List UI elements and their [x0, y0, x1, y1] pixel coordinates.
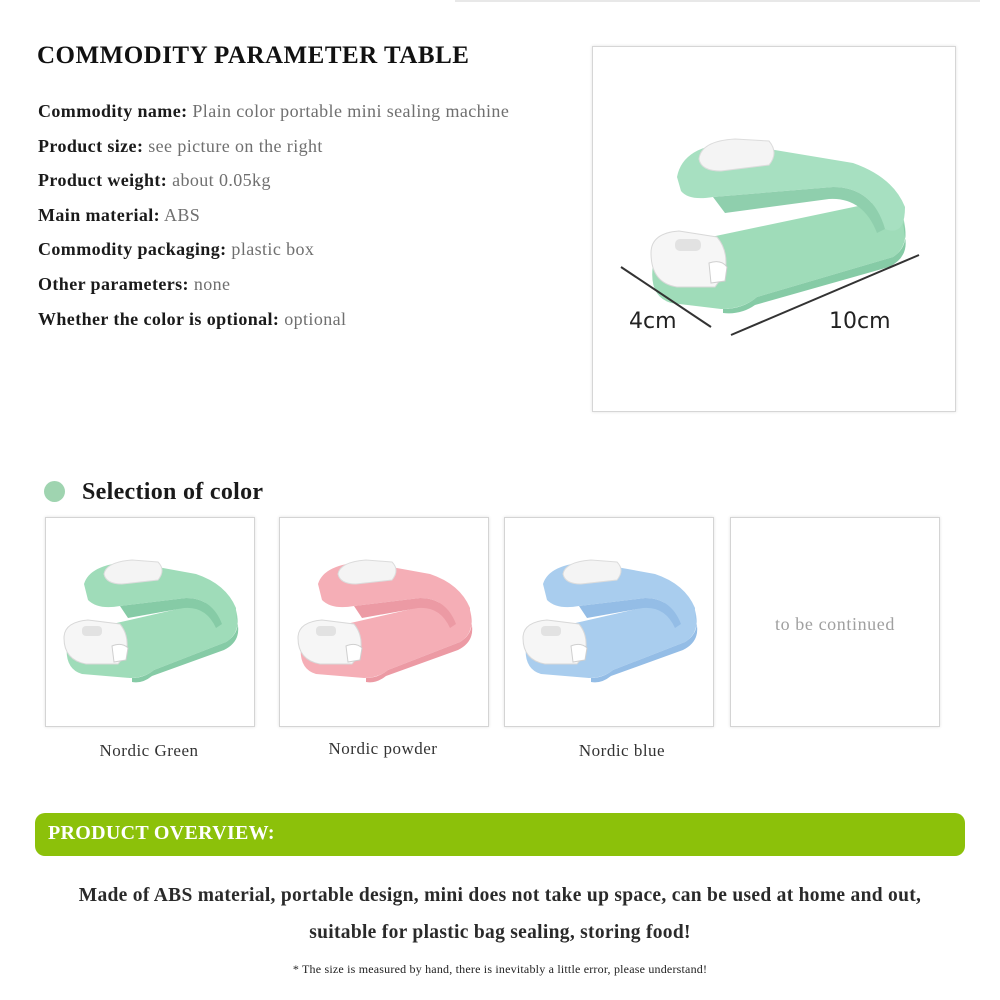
overview-title: PRODUCT OVERVIEW:: [48, 822, 275, 844]
param-row-commodity-name: [38, 101, 509, 136]
color-label-powder: Nordic powder: [328, 739, 438, 758]
param-value: see picture on the right: [148, 135, 323, 156]
param-value: Plain color portable mini sealing machine: [192, 101, 510, 121]
sealer-illustration: [593, 47, 955, 411]
param-row-packaging: [38, 239, 509, 274]
color-label-blue: Nordic blue: [578, 741, 666, 760]
param-value: none: [193, 273, 231, 294]
depth-dimension-label: 4cm: [629, 309, 677, 334]
param-value: plastic box: [231, 239, 315, 260]
size-footnote: * The size is measured by hand, there is inevitably a little error, please understand!: [292, 962, 708, 976]
param-row-product-weight: [38, 170, 509, 205]
param-value: ABS: [164, 204, 201, 225]
param-label: Main material:: [38, 204, 161, 225]
length-dimension-label: 10cm: [829, 309, 891, 334]
product-size-image: [592, 46, 956, 412]
top-divider: [455, 0, 980, 2]
sealer-green-icon: [46, 518, 254, 726]
param-row-product-size: [38, 136, 509, 171]
param-row-other: [38, 274, 509, 309]
parameter-table-title: COMMODITY PARAMETER TABLE: [37, 42, 470, 69]
color-label-green: Nordic Green: [99, 741, 199, 760]
sealer-pink-icon: [280, 518, 488, 726]
overview-header-bar: [35, 813, 965, 856]
param-label: Whether the color is optional:: [38, 308, 280, 329]
param-label: Product weight:: [38, 170, 168, 191]
color-option-green-image[interactable]: [45, 517, 255, 727]
param-value: about 0.05kg: [172, 170, 271, 191]
overview-description: Made of ABS material, portable design, mini does not take up space, can be used at home and out, suitable for plastic bag sealing, storing food!: [78, 885, 922, 943]
color-option-blue-image[interactable]: [504, 517, 714, 727]
param-label: Product size:: [38, 135, 144, 156]
param-label: Commodity packaging:: [38, 239, 227, 260]
param-row-main-material: [38, 205, 509, 240]
param-row-color-optional: [38, 309, 509, 344]
color-option-powder-image[interactable]: [279, 517, 489, 727]
section-bullet-icon: [44, 481, 65, 502]
placeholder-text: to be continued: [775, 614, 895, 634]
parameter-list: [38, 101, 509, 343]
color-section-title: Selection of color: [82, 479, 264, 505]
sealer-blue-icon: [505, 518, 713, 726]
param-label: Other parameters:: [38, 273, 189, 294]
color-option-placeholder: [730, 517, 940, 727]
param-value: optional: [284, 308, 347, 329]
param-label: Commodity name:: [38, 101, 188, 121]
